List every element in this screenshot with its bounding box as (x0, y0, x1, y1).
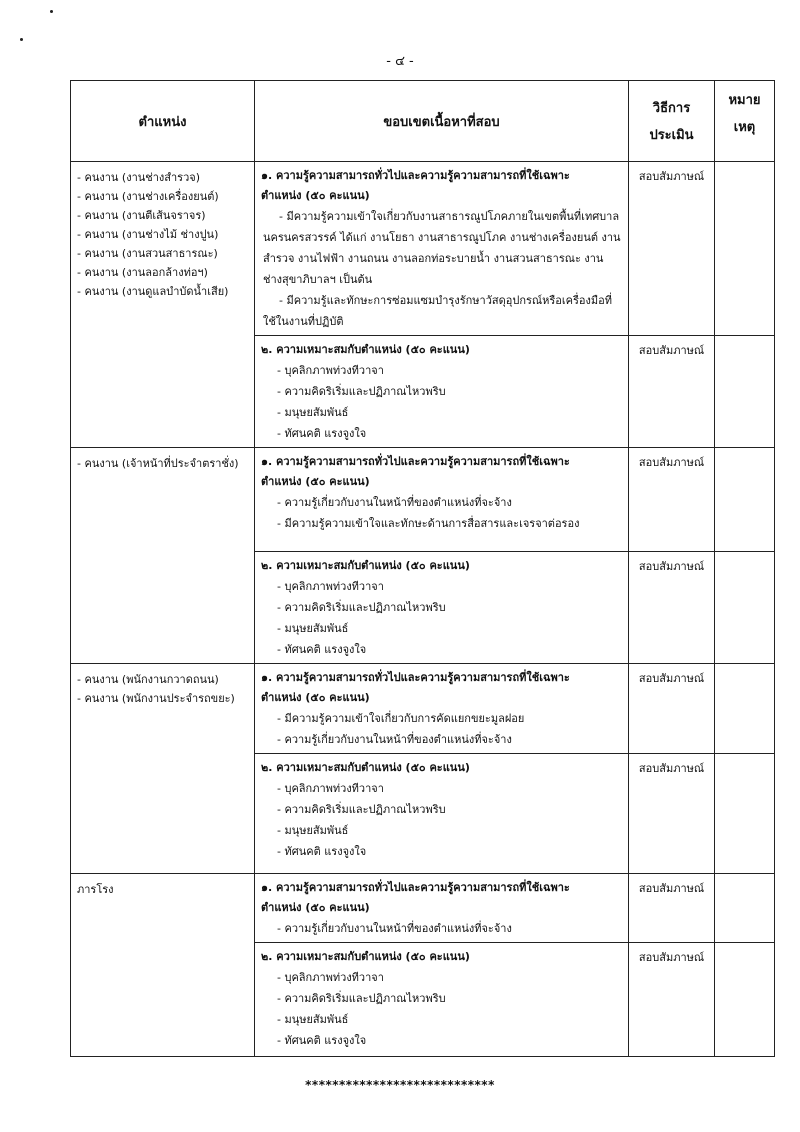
scope-item: - มีความรู้และทักษะการซ่อมแซมบำรุงรักษาวัสดุอุปกรณ์หรือเครื่องมือที่ใช้ในงานที่ปฏิบัติ (263, 294, 612, 328)
position-cell (71, 664, 255, 874)
position-item: - คนงาน (งานช่างเครื่องยนต์) (77, 190, 219, 203)
method-cell (629, 874, 715, 943)
scope-item: - มนุษยสัมพันธ์ (277, 622, 349, 635)
scope-cell (255, 874, 629, 943)
remark-cell (715, 448, 775, 552)
scope-item: - ทัศนคติ แรงจูงใจ (277, 427, 367, 440)
position-cell (71, 448, 255, 664)
method-cell (629, 552, 715, 664)
scope-item: - มนุษยสัมพันธ์ (277, 1013, 349, 1026)
scope-item: - ความคิดริเริ่มและปฏิภาณไหวพริบ (277, 601, 446, 614)
section-title: ๑. ความรู้ความสามารถทั่วไปและความรู้ความสามารถที่ใช้เฉพาะ (261, 455, 570, 468)
header-remark-line1: หมาย (728, 93, 761, 108)
scope-item: - มีความรู้ความเข้าใจเกี่ยวกับการคัดแยกขยะมูลฝอย (277, 712, 525, 725)
section-title: ๒. ความเหมาะสมกับตำแหน่ง (๕๐ คะแนน) (261, 559, 470, 572)
scan-speck (50, 10, 53, 13)
section-title-cont: ตำแหน่ง (๕๐ คะแนน) (261, 901, 370, 914)
table-row (71, 448, 775, 552)
position-item: - คนงาน (งานดูแลบำบัดน้ำเสีย) (77, 285, 229, 298)
method-text: สอบสัมภาษณ์ (638, 762, 705, 775)
remark-cell (715, 754, 775, 874)
position-item: - คนงาน (งานสวนสาธารณะ) (77, 247, 218, 260)
section-title: ๒. ความเหมาะสมกับตำแหน่ง (๕๐ คะแนน) (261, 950, 470, 963)
header-remark (715, 81, 775, 162)
position-item: - คนงาน (งานช่างสำรวจ) (77, 171, 200, 184)
footer-asterisks: **************************** (305, 1078, 495, 1092)
scope-item: - ความรู้เกี่ยวกับงานในหน้าที่ของตำแหน่งที่จะจ้าง (277, 922, 512, 935)
scope-cell (255, 943, 629, 1057)
section-title: ๒. ความเหมาะสมกับตำแหน่ง (๕๐ คะแนน) (261, 761, 470, 774)
position-item: - คนงาน (งานตีเส้นจราจร) (77, 209, 206, 222)
position-cell (71, 874, 255, 1057)
scope-item: - บุคลิกภาพท่วงทีวาจา (277, 364, 384, 377)
position-item: - คนงาน (งานลอกล้างท่อฯ) (77, 266, 208, 279)
position-item: - คนงาน (งานช่างไม้ ช่างปูน) (77, 228, 219, 241)
section-title: ๑. ความรู้ความสามารถทั่วไปและความรู้ความสามารถที่ใช้เฉพาะ (261, 671, 570, 684)
position-item: ภารโรง (77, 883, 114, 896)
scope-item: - ความรู้เกี่ยวกับงานในหน้าที่ของตำแหน่งที่จะจ้าง (277, 496, 512, 509)
scope-cell (255, 552, 629, 664)
table-row (71, 874, 775, 943)
method-text: สอบสัมภาษณ์ (638, 882, 705, 895)
header-position: ตำแหน่ง (71, 81, 255, 162)
method-text: สอบสัมภาษณ์ (638, 672, 705, 685)
scope-item: - ทัศนคติ แรงจูงใจ (277, 845, 367, 858)
scope-item: - บุคลิกภาพท่วงทีวาจา (277, 580, 384, 593)
scope-item: - มีความรู้ความเข้าใจเกี่ยวกับงานสาธารณูปโภคภายในเขตพื้นที่เทศบาลนครนครสวรรค์ ได้แก่ งานโยธา งานสาธารณูปโภค งานช่างเครื่องยนต์ งานสำรวจ งานไฟฟ้า งานถนน งานลอกท่อระบายน้ำ งานสวนสาธารณะ งานช่างสุขาภิบาลฯ เป็นต้น (263, 210, 621, 286)
scan-speck (20, 38, 23, 41)
header-row (71, 81, 775, 162)
method-cell (629, 336, 715, 448)
position-item: - คนงาน (พนักงานกวาดถนน) (77, 673, 219, 686)
method-cell (629, 448, 715, 552)
position-cell (71, 162, 255, 448)
position-item: - คนงาน (พนักงานประจำรถขยะ) (77, 692, 235, 705)
header-method (629, 81, 715, 162)
remark-cell (715, 874, 775, 943)
method-text: สอบสัมภาษณ์ (638, 456, 705, 469)
method-cell (629, 664, 715, 754)
header-method-line1: วิธีการ (652, 101, 691, 116)
section-title-cont: ตำแหน่ง (๕๐ คะแนน) (261, 475, 370, 488)
page-number: - ๔ - (386, 54, 414, 69)
remark-cell (715, 162, 775, 336)
scope-item: - บุคลิกภาพท่วงทีวาจา (277, 971, 384, 984)
section-title-cont: ตำแหน่ง (๕๐ คะแนน) (261, 189, 370, 202)
scope-item: - ทัศนคติ แรงจูงใจ (277, 643, 367, 656)
scope-cell (255, 754, 629, 874)
method-cell (629, 754, 715, 874)
scope-cell (255, 448, 629, 552)
scope-item: - มีความรู้ความเข้าใจและทักษะด้านการสื่อสารและเจรจาต่อรอง (277, 517, 580, 530)
method-text: สอบสัมภาษณ์ (638, 560, 705, 573)
remark-cell (715, 336, 775, 448)
section-title: ๒. ความเหมาะสมกับตำแหน่ง (๕๐ คะแนน) (261, 343, 470, 356)
method-cell (629, 162, 715, 336)
remark-cell (715, 664, 775, 754)
scope-item: - มนุษยสัมพันธ์ (277, 406, 349, 419)
remark-cell (715, 552, 775, 664)
scope-cell (255, 336, 629, 448)
method-text: สอบสัมภาษณ์ (638, 170, 705, 183)
section-title: ๑. ความรู้ความสามารถทั่วไปและความรู้ความสามารถที่ใช้เฉพาะ (261, 881, 570, 894)
method-cell (629, 943, 715, 1057)
scope-item: - มนุษยสัมพันธ์ (277, 824, 349, 837)
scope-item: - ทัศนคติ แรงจูงใจ (277, 1034, 367, 1047)
table-row (71, 664, 775, 754)
remark-cell (715, 943, 775, 1057)
header-method-line2: ประเมิน (649, 128, 694, 143)
method-text: สอบสัมภาษณ์ (638, 951, 705, 964)
scope-item: - ความคิดริเริ่มและปฏิภาณไหวพริบ (277, 385, 446, 398)
method-text: สอบสัมภาษณ์ (638, 344, 705, 357)
exam-scope-table (70, 80, 775, 1057)
scope-item: - ความรู้เกี่ยวกับงานในหน้าที่ของตำแหน่งที่จะจ้าง (277, 733, 512, 746)
scope-item: - ความคิดริเริ่มและปฏิภาณไหวพริบ (277, 803, 446, 816)
scope-item: - บุคลิกภาพท่วงทีวาจา (277, 782, 384, 795)
section-title-cont: ตำแหน่ง (๕๐ คะแนน) (261, 691, 370, 704)
header-remark-line2: เหตุ (733, 120, 756, 135)
scope-cell (255, 162, 629, 336)
table-row (71, 162, 775, 336)
section-title: ๑. ความรู้ความสามารถทั่วไปและความรู้ความสามารถที่ใช้เฉพาะ (261, 169, 570, 182)
scope-cell (255, 664, 629, 754)
scope-item: - ความคิดริเริ่มและปฏิภาณไหวพริบ (277, 992, 446, 1005)
header-scope: ขอบเขตเนื้อหาที่สอบ (255, 81, 629, 162)
position-item: - คนงาน (เจ้าหน้าที่ประจำตราชั่ง) (77, 457, 239, 470)
